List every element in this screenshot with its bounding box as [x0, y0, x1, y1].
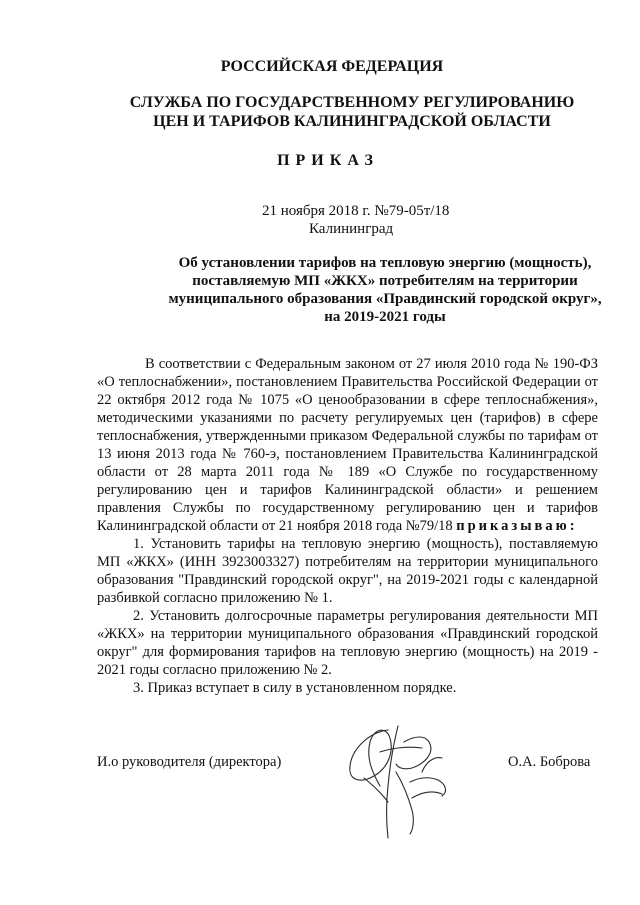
document-body — [97, 355, 598, 697]
title-line-3: муниципального образования «Правдинский городской округ», — [168, 291, 602, 307]
order-item-2: 2. Установить долгосрочные параметры регулирования деятельности МП «ЖКХ» на территории муниципального образования «Правдинский городской округ" для формирования тарифов на тепловую энергию (мощность) на 2019 - 2021 годы согласно приложению № 2. — [97, 608, 598, 678]
title-line-1: Об установлении тарифов на тепловую энергию (мощность), — [178, 255, 592, 271]
signatory-position: И.о руководителя (директора) — [97, 754, 282, 770]
document-city: Калининград — [309, 221, 394, 237]
handwritten-signature — [330, 712, 470, 852]
order-item-3: 3. Приказ вступает в силу в установленном порядке. — [133, 680, 457, 696]
country-heading: РОССИЙСКАЯ ФЕДЕРАЦИЯ — [220, 58, 444, 75]
agency-heading-line1: СЛУЖБА ПО ГОСУДАРСТВЕННОМУ РЕГУЛИРОВАНИЮ — [129, 94, 575, 111]
document-date-number: 21 ноября 2018 г. №79-05т/18 — [262, 203, 450, 219]
agency-heading-line2: ЦЕН И ТАРИФОВ КАЛИНИНГРАДСКОЙ ОБЛАСТИ — [153, 113, 551, 130]
document-type-heading: ПРИКАЗ — [277, 152, 379, 169]
title-line-2: поставляемую МП «ЖКХ» потребителям на территории — [192, 273, 578, 289]
order-item-1: 1. Установить тарифы на тепловую энергию (мощность), поставляемую МП «ЖКХ» (ИНН 3923003327) потребителям на территории муниципального образования "Правдинский городской округ", на 2019-2021 годы с календарной разбивкой согласно приложению № 1. — [97, 536, 598, 606]
title-line-4: на 2019-2021 годы — [324, 309, 446, 325]
preamble-text: В соответствии с Федеральным законом от 27 июля 2010 года № 190-ФЗ «О теплоснабжении», постановлением Правительства Российской Федерации от 22 октября 2012 года № 1075 «О ценообразовании в сфере теплоснабжения», методическими указаниями по расчету регулируемых цен (тарифов) в сфере теплоснабжения, утвержденными приказом Федеральной службы по тарифам от 13 июня 2013 года № 760-э, постановлением Правительства Калининградской области от 28 марта 2011 года № 189 «О Службе по государственному регулированию цен и тарифов Калининградской области» и решением правления Службы по государственному регулированию цен и тарифов Калининградской области от 21 ноября 2018 года №79/18 — [97, 356, 598, 534]
preamble-paragraph — [97, 355, 598, 535]
document-title — [100, 254, 640, 326]
signatory-name: О.А. Боброва — [508, 754, 591, 770]
order-word: приказываю: — [456, 518, 578, 534]
